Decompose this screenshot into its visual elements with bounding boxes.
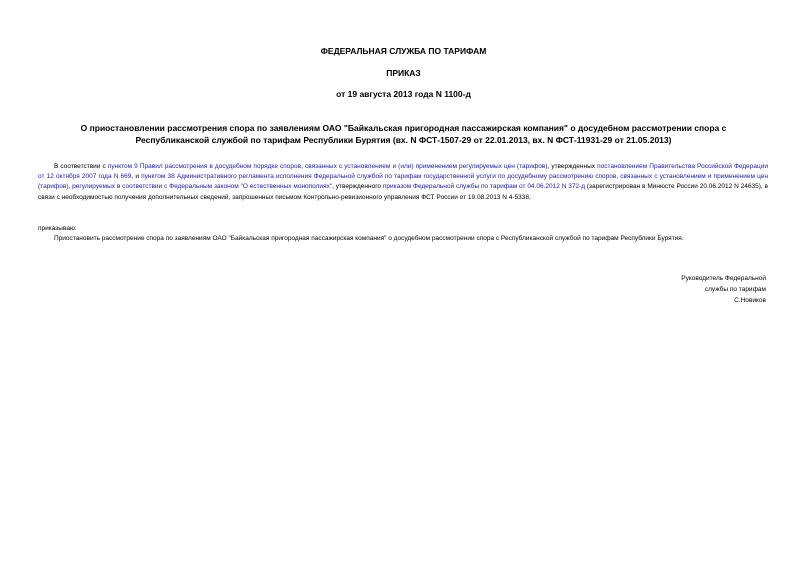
basis-text-1: В соответствии с: [54, 163, 108, 170]
link-government-decree-669[interactable]: постановлением Правительства Российской Федерации от 12 октября 2007 года N 669: [38, 163, 769, 181]
signature-position-line-2: службы по тарифам: [704, 285, 766, 293]
signature-position-line-1: Руководитель Федеральной: [681, 275, 766, 282]
document-subject: О приостановлении рассмотрения спора по заявлениям ОАО "Байкальская пригородная пассажирская компания" о досудебном рассмотрении спора с Республиканской службой по тарифам Республики Бурятия (вх. N ФСТ-1507-29 от 22.01.2013, вх. N ФСТ-11931-29 от 21.05.2013): [80, 123, 727, 145]
basis-text-2: , утвержденных: [547, 163, 598, 170]
signature-block: [681, 274, 766, 306]
basis-text-4: , утвержденного: [332, 183, 383, 191]
link-regulation-point-38[interactable]: пунктом 38 Административного регламента исполнения Федеральной службой по тарифам государственной услуги по досудебному рассмотрению споров, связанных с установлением и применением цен (тарифов), регулируемых в соответствии с Федеральным законом "О естественных монополиях": [38, 173, 768, 191]
document-date-number: от 19 августа 2013 года N 1100-д: [336, 89, 471, 99]
order-word: приказываю:: [38, 225, 77, 232]
link-rules-point-9[interactable]: пунктом 9 Правил рассмотрения в досудебном порядке споров, связанных с установлением и (или) применением регулируемых цен (тарифов): [107, 163, 548, 170]
link-fst-order-372[interactable]: приказом Федеральной службы по тарифам от 04.06.2012 N 372-д: [382, 183, 586, 191]
basis-text-5: (зарегистрирован в Минюсте России 20.06.2012 N 24635), в связи с необходимостью получения дополнительных сведений, запрошенных письмом Контрольно-ревизионного управления ФСТ России от 19.08.2013 N 4-5338,: [38, 183, 769, 201]
document-type: ПРИКАЗ: [386, 68, 421, 78]
basis-paragraph: [38, 162, 768, 203]
basis-text-3: , и: [131, 173, 142, 181]
agency-title: ФЕДЕРАЛЬНАЯ СЛУЖБА ПО ТАРИФАМ: [320, 46, 487, 56]
signature-name: С.Новиков: [734, 296, 766, 304]
decision-paragraph: Приостановить рассмотрение спора по заявлениям ОАО "Байкальская пригородная пассажирская компания" о досудебном рассмотрении спора с Республиканской службой по тарифам Республики Бурятия.: [54, 235, 684, 242]
